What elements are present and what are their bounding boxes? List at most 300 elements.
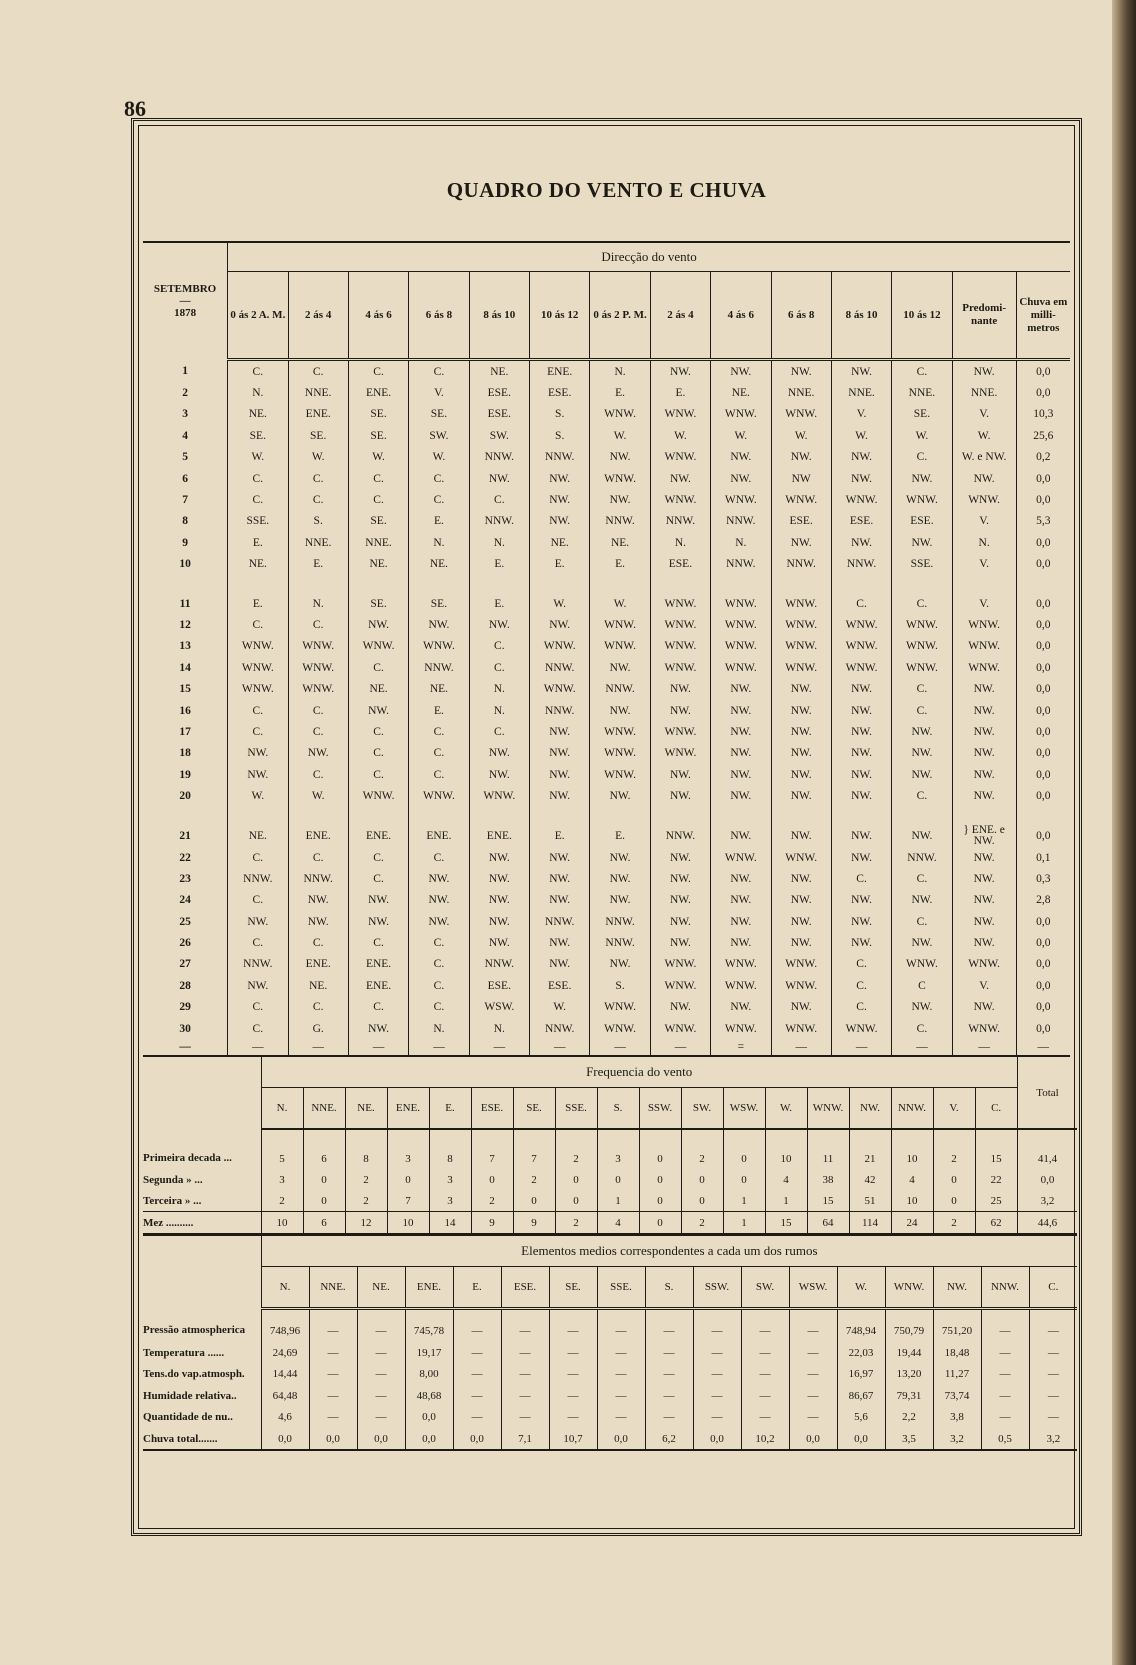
wind-cell: C. <box>288 700 348 721</box>
wind-cell: C. <box>409 721 469 742</box>
wind-cell: NE. <box>348 554 408 575</box>
day-cell: 20 <box>179 790 191 803</box>
table-row <box>143 614 1070 635</box>
wind-cell: NW. <box>590 700 650 721</box>
table-row <box>143 1212 1077 1235</box>
frequency-cell: 38 <box>807 1169 849 1190</box>
wind-cell: WNW. <box>348 636 408 657</box>
frequency-cell: 0 <box>681 1169 723 1190</box>
wind-cell: NE. <box>228 554 288 575</box>
frequency-cell: 3 <box>261 1169 303 1190</box>
wind-cell: 0,0 <box>1016 954 1070 975</box>
page-edge-shadow <box>1112 0 1136 1665</box>
elements-cell: — <box>501 1363 549 1385</box>
wind-cell: C. <box>348 489 408 510</box>
table-row <box>143 657 1070 678</box>
wind-cell: ENE. <box>348 825 408 847</box>
elements-cell: — <box>1029 1309 1077 1342</box>
wind-cell: 2,8 <box>1016 890 1070 911</box>
frequency-cell: 15 <box>765 1212 807 1235</box>
wind-cell: NW. <box>892 764 952 785</box>
frequency-cell: 2 <box>555 1129 597 1169</box>
frequency-cell: 3 <box>387 1129 429 1169</box>
table-row <box>143 721 1070 742</box>
table-row <box>143 360 1070 383</box>
wind-cell: NW. <box>892 825 952 847</box>
wind-cell: C. <box>831 868 891 889</box>
wind-cell: NNW. <box>590 511 650 532</box>
wind-cell: NW. <box>711 700 771 721</box>
wind-cell: NNW. <box>590 911 650 932</box>
frequency-column-header: NW. <box>849 1088 891 1130</box>
elements-cell: — <box>501 1309 549 1342</box>
spacer-cell <box>952 575 1016 593</box>
wind-cell: NW. <box>530 743 590 764</box>
wind-cell: NW. <box>228 911 288 932</box>
wind-cell: WNW. <box>831 657 891 678</box>
day-cell: 17 <box>179 725 191 738</box>
wind-cell: C. <box>409 954 469 975</box>
wind-cell: ESE. <box>771 511 831 532</box>
wind-cell: NW. <box>771 911 831 932</box>
elements-column-header: SE. <box>549 1267 597 1309</box>
wind-cell: E. <box>469 554 529 575</box>
wind-cell: WNW. <box>409 636 469 657</box>
wind-cell: NW. <box>892 890 952 911</box>
day-cell: 30 <box>179 1022 191 1035</box>
elements-cell: 18,48 <box>933 1342 981 1364</box>
wind-cell: NW. <box>590 868 650 889</box>
elements-cell: — <box>693 1385 741 1407</box>
wind-cell: NW. <box>831 825 891 847</box>
frequency-cell: 0 <box>555 1190 597 1212</box>
elements-cell: 14,44 <box>261 1363 309 1385</box>
wind-cell: NW. <box>771 532 831 553</box>
wind-column-header: 10 ás 12 <box>530 272 590 360</box>
wind-cell: 0,0 <box>1016 593 1070 614</box>
elements-cell: 24,69 <box>261 1342 309 1364</box>
wind-cell: C. <box>288 997 348 1018</box>
wind-column-header: 8 ás 10 <box>469 272 529 360</box>
wind-cell: C. <box>228 468 288 489</box>
table-row <box>143 425 1070 446</box>
wind-cell: NW. <box>650 700 710 721</box>
day-cell: 11 <box>179 597 191 610</box>
wind-cell: NW. <box>711 825 771 847</box>
elements-cell: — <box>645 1363 693 1385</box>
elements-cell: — <box>645 1309 693 1342</box>
wind-cell: 0,0 <box>1016 932 1070 953</box>
elements-cell: — <box>549 1363 597 1385</box>
frequency-cell: 7 <box>513 1129 555 1169</box>
dash-cell: — <box>831 1039 891 1056</box>
elements-cell: — <box>981 1385 1029 1407</box>
wind-cell: WNW. <box>590 468 650 489</box>
wind-cell: WNW. <box>469 785 529 806</box>
day-cell: 29 <box>179 1001 191 1014</box>
wind-cell: E. <box>650 382 710 403</box>
elements-cell: 0,0 <box>693 1428 741 1451</box>
wind-cell: 0,0 <box>1016 997 1070 1018</box>
wind-cell: WNW. <box>831 636 891 657</box>
frequency-cell: 0 <box>639 1129 681 1169</box>
elements-cell: — <box>741 1342 789 1364</box>
spacer-cell <box>348 575 408 593</box>
elements-column-header: C. <box>1029 1267 1077 1309</box>
spacer-cell <box>409 575 469 593</box>
wind-cell: NNW. <box>469 511 529 532</box>
wind-cell: 0,0 <box>1016 657 1070 678</box>
elements-cell: — <box>597 1342 645 1364</box>
wind-cell: NW. <box>469 890 529 911</box>
wind-cell: NW. <box>952 868 1016 889</box>
wind-cell: 0,0 <box>1016 468 1070 489</box>
wind-cell: ENE. <box>469 825 529 847</box>
elements-cell: 0,0 <box>453 1428 501 1451</box>
direction-group-header: Direcção do vento <box>228 242 1070 272</box>
frequency-cell: 2 <box>681 1212 723 1235</box>
wind-cell: C. <box>348 468 408 489</box>
wind-cell: SE. <box>288 425 348 446</box>
wind-column-header: 4 ás 6 <box>348 272 408 360</box>
wind-cell: WNW. <box>650 721 710 742</box>
day-cell: 24 <box>179 894 191 907</box>
wind-cell: C. <box>288 614 348 635</box>
frequency-total-cell: 44,6 <box>1017 1212 1077 1235</box>
wind-cell: NW. <box>831 764 891 785</box>
wind-cell: W. <box>831 425 891 446</box>
wind-cell: C. <box>469 721 529 742</box>
wind-cell: NW. <box>409 890 469 911</box>
elements-cell: 3,2 <box>933 1428 981 1451</box>
frequency-row-label: Segunda » ... <box>143 1173 203 1186</box>
elements-cell: 10,7 <box>549 1428 597 1451</box>
table-row <box>143 1129 1077 1169</box>
wind-cell: V. <box>952 975 1016 996</box>
wind-cell: C. <box>348 868 408 889</box>
wind-cell: E. <box>409 511 469 532</box>
frequency-cell: 51 <box>849 1190 891 1212</box>
wind-cell: WNW. <box>650 593 710 614</box>
frequency-total-header: Total <box>1017 1057 1077 1129</box>
wind-cell: W. <box>530 997 590 1018</box>
wind-cell: C. <box>288 489 348 510</box>
elements-column-header: NNE. <box>309 1267 357 1309</box>
table-row <box>143 847 1070 868</box>
frequency-cell: 10 <box>261 1212 303 1235</box>
day-cell: 9 <box>182 536 188 549</box>
frequency-row-label: Mez .......... <box>143 1212 261 1235</box>
day-cell: 25 <box>179 915 191 928</box>
wind-cell: NW. <box>530 868 590 889</box>
wind-cell: NW. <box>771 997 831 1018</box>
frequency-cell: 9 <box>471 1212 513 1235</box>
frequency-cell: 64 <box>807 1212 849 1235</box>
elements-cell: — <box>789 1363 837 1385</box>
wind-cell: WNW. <box>590 1018 650 1039</box>
frequency-cell: 6 <box>303 1129 345 1169</box>
wind-cell: NW. <box>771 360 831 383</box>
wind-cell: NW. <box>952 764 1016 785</box>
wind-column-header: 0 ás 2 A. M. <box>228 272 288 360</box>
wind-cell: E. <box>530 554 590 575</box>
elements-cell: — <box>357 1385 405 1407</box>
wind-cell: N. <box>469 700 529 721</box>
elements-cell: 3,2 <box>1029 1428 1077 1451</box>
wind-cell: NE. <box>469 360 529 383</box>
wind-cell: WNW. <box>831 1018 891 1039</box>
wind-cell: NE. <box>228 825 288 847</box>
wind-cell: NW. <box>590 785 650 806</box>
frequency-cell: 1 <box>723 1190 765 1212</box>
wind-cell: WNW. <box>590 721 650 742</box>
elements-cell: 0,0 <box>261 1428 309 1451</box>
spacer-cell <box>590 807 650 825</box>
frequency-cell: 2 <box>933 1129 975 1169</box>
table-row <box>143 468 1070 489</box>
wind-cell: WSW. <box>469 997 529 1018</box>
frequency-column-header: W. <box>765 1088 807 1130</box>
wind-cell: S. <box>530 404 590 425</box>
wind-cell: NNW. <box>530 1018 590 1039</box>
frequency-cell: 42 <box>849 1169 891 1190</box>
wind-cell: 0,0 <box>1016 764 1070 785</box>
wind-cell: C. <box>228 890 288 911</box>
frequency-cell: 11 <box>807 1129 849 1169</box>
wind-cell: NW. <box>650 468 710 489</box>
table-row <box>143 1190 1077 1212</box>
frequency-cell: 10 <box>891 1190 933 1212</box>
wind-cell: C. <box>469 489 529 510</box>
elements-cell: — <box>501 1385 549 1407</box>
day-cell: 21 <box>179 829 191 842</box>
elements-cell: — <box>1029 1406 1077 1428</box>
table-row <box>143 785 1070 806</box>
wind-cell: NW. <box>650 678 710 699</box>
elements-cell: — <box>309 1342 357 1364</box>
dash-cell: — <box>228 1039 288 1056</box>
wind-cell: NNW. <box>771 554 831 575</box>
elements-cell: 751,20 <box>933 1309 981 1342</box>
wind-cell: 25,6 <box>1016 425 1070 446</box>
wind-cell: NW. <box>952 847 1016 868</box>
wind-cell: 10,3 <box>1016 404 1070 425</box>
wind-cell: WNW. <box>771 614 831 635</box>
wind-cell: SE. <box>348 511 408 532</box>
spacer-cell <box>590 575 650 593</box>
elements-cell: — <box>357 1342 405 1364</box>
wind-column-header: 2 ás 4 <box>650 272 710 360</box>
wind-cell: WNW. <box>771 1018 831 1039</box>
wind-cell: NW. <box>952 700 1016 721</box>
wind-cell: NW. <box>831 743 891 764</box>
wind-cell: WNW. <box>228 678 288 699</box>
wind-cell: G. <box>288 1018 348 1039</box>
wind-cell: WNW. <box>530 636 590 657</box>
elements-cell: — <box>789 1406 837 1428</box>
table-row <box>143 678 1070 699</box>
elements-cell: 22,03 <box>837 1342 885 1364</box>
elements-cell: 11,27 <box>933 1363 981 1385</box>
frequency-cell: 0 <box>303 1190 345 1212</box>
elements-column-header: SSW. <box>693 1267 741 1309</box>
spacer-cell <box>409 807 469 825</box>
wind-cell: ENE. <box>530 360 590 383</box>
wind-cell: NNW. <box>711 511 771 532</box>
wind-cell: C. <box>892 700 952 721</box>
wind-column-header: 2 ás 4 <box>288 272 348 360</box>
wind-cell: NE. <box>228 404 288 425</box>
table-row <box>143 593 1070 614</box>
wind-cell: WNW. <box>650 657 710 678</box>
frequency-cell: 0 <box>513 1190 555 1212</box>
wind-cell: WNW. <box>952 489 1016 510</box>
wind-cell: WNW. <box>711 657 771 678</box>
wind-cell: C. <box>409 975 469 996</box>
table-row <box>143 825 1070 847</box>
wind-column-header: 10 ás 12 <box>892 272 952 360</box>
elements-cell: 10,2 <box>741 1428 789 1451</box>
spacer-cell <box>892 575 952 593</box>
frequency-cell: 0 <box>555 1169 597 1190</box>
wind-cell: WNW. <box>771 489 831 510</box>
wind-cell: NW. <box>288 911 348 932</box>
wind-column-header: 8 ás 10 <box>831 272 891 360</box>
day-cell: 28 <box>179 979 191 992</box>
wind-cell: 0,0 <box>1016 382 1070 403</box>
elements-cell: — <box>549 1309 597 1342</box>
wind-cell: 0,0 <box>1016 532 1070 553</box>
wind-cell: WNW. <box>831 614 891 635</box>
wind-cell: NW. <box>711 785 771 806</box>
wind-cell: C. <box>228 847 288 868</box>
spacer-cell <box>530 575 590 593</box>
wind-cell: E. <box>288 554 348 575</box>
wind-cell: NNE. <box>892 382 952 403</box>
table-row <box>143 636 1070 657</box>
frequency-cell: 2 <box>471 1190 513 1212</box>
wind-cell: NW. <box>771 825 831 847</box>
frequency-column-header: WSW. <box>723 1088 765 1130</box>
table-row <box>143 932 1070 953</box>
elements-cell: — <box>981 1406 1029 1428</box>
wind-cell: NNW. <box>409 657 469 678</box>
wind-cell: N. <box>650 532 710 553</box>
wind-direction-table <box>143 241 1070 1057</box>
wind-cell: WNW. <box>892 614 952 635</box>
wind-cell: N. <box>469 1018 529 1039</box>
wind-cell: WNW. <box>711 1018 771 1039</box>
day-cell: 6 <box>182 472 188 485</box>
wind-cell: WNW. <box>952 1018 1016 1039</box>
wind-cell: WNW. <box>711 954 771 975</box>
elements-cell: — <box>741 1363 789 1385</box>
wind-cell: W. <box>288 785 348 806</box>
wind-cell: NW. <box>771 678 831 699</box>
wind-cell: WNW. <box>771 975 831 996</box>
day-cell: 18 <box>179 747 191 760</box>
frequency-column-header: WNW. <box>807 1088 849 1130</box>
wind-cell: S. <box>590 975 650 996</box>
wind-cell: WNW. <box>952 954 1016 975</box>
elements-cell: 0,5 <box>981 1428 1029 1451</box>
wind-cell: N. <box>409 1018 469 1039</box>
wind-cell: NW. <box>952 997 1016 1018</box>
wind-cell: WNW. <box>771 954 831 975</box>
wind-cell: NW. <box>831 468 891 489</box>
wind-cell: NW. <box>530 511 590 532</box>
wind-cell: W. <box>590 593 650 614</box>
wind-cell: NW. <box>650 785 710 806</box>
wind-cell: NW. <box>711 468 771 489</box>
elements-cell: 0,0 <box>405 1428 453 1451</box>
elements-cell: 64,48 <box>261 1385 309 1407</box>
spacer-cell <box>650 575 710 593</box>
elements-cell: — <box>981 1342 1029 1364</box>
wind-cell: W. <box>228 447 288 468</box>
wind-cell: N. <box>288 593 348 614</box>
wind-cell: NW. <box>952 911 1016 932</box>
wind-cell: WNW. <box>409 785 469 806</box>
wind-cell: W. <box>288 447 348 468</box>
frequency-label-header <box>143 1057 261 1129</box>
frequency-column-header: NNE. <box>303 1088 345 1130</box>
frequency-row-label: Primeira decada ... <box>143 1152 232 1165</box>
table-frame <box>131 118 1082 1536</box>
wind-cell: C. <box>892 678 952 699</box>
wind-cell: NW. <box>409 614 469 635</box>
frequency-cell: 0 <box>471 1169 513 1190</box>
frequency-cell: 0 <box>681 1190 723 1212</box>
elements-cell: 8,00 <box>405 1363 453 1385</box>
wind-cell: 0,0 <box>1016 636 1070 657</box>
wind-cell: ENE. <box>409 825 469 847</box>
wind-cell: WNW. <box>952 657 1016 678</box>
elements-cell: — <box>357 1309 405 1342</box>
wind-cell: W. <box>892 425 952 446</box>
dash-cell: — <box>409 1039 469 1056</box>
wind-cell: NW. <box>530 468 590 489</box>
elements-column-header: NW. <box>933 1267 981 1309</box>
frequency-cell: 0 <box>933 1190 975 1212</box>
table-row <box>143 1018 1070 1039</box>
wind-cell: 0,0 <box>1016 975 1070 996</box>
day-cell: 16 <box>179 704 191 717</box>
wind-cell: WNW. <box>771 847 831 868</box>
spacer-cell <box>1016 575 1070 593</box>
wind-cell: C. <box>288 468 348 489</box>
wind-cell: C. <box>831 593 891 614</box>
frequency-cell: 22 <box>975 1169 1017 1190</box>
frequency-cell: 1 <box>765 1190 807 1212</box>
wind-cell: ESE. <box>892 511 952 532</box>
wind-column-header: 6 ás 8 <box>409 272 469 360</box>
wind-cell: WNW. <box>650 1018 710 1039</box>
frequency-column-header: E. <box>429 1088 471 1130</box>
frequency-column-header: NE. <box>345 1088 387 1130</box>
elements-cell: 0,0 <box>597 1428 645 1451</box>
wind-cell: WNW. <box>590 404 650 425</box>
wind-cell: NW. <box>952 360 1016 383</box>
wind-cell: WNW. <box>711 636 771 657</box>
spacer-cell <box>892 807 952 825</box>
wind-cell: NNW. <box>469 447 529 468</box>
frequency-cell: 0 <box>639 1212 681 1235</box>
wind-cell: C. <box>892 447 952 468</box>
wind-cell: W. <box>711 425 771 446</box>
table-row <box>143 911 1070 932</box>
frequency-cell: 0 <box>303 1169 345 1190</box>
